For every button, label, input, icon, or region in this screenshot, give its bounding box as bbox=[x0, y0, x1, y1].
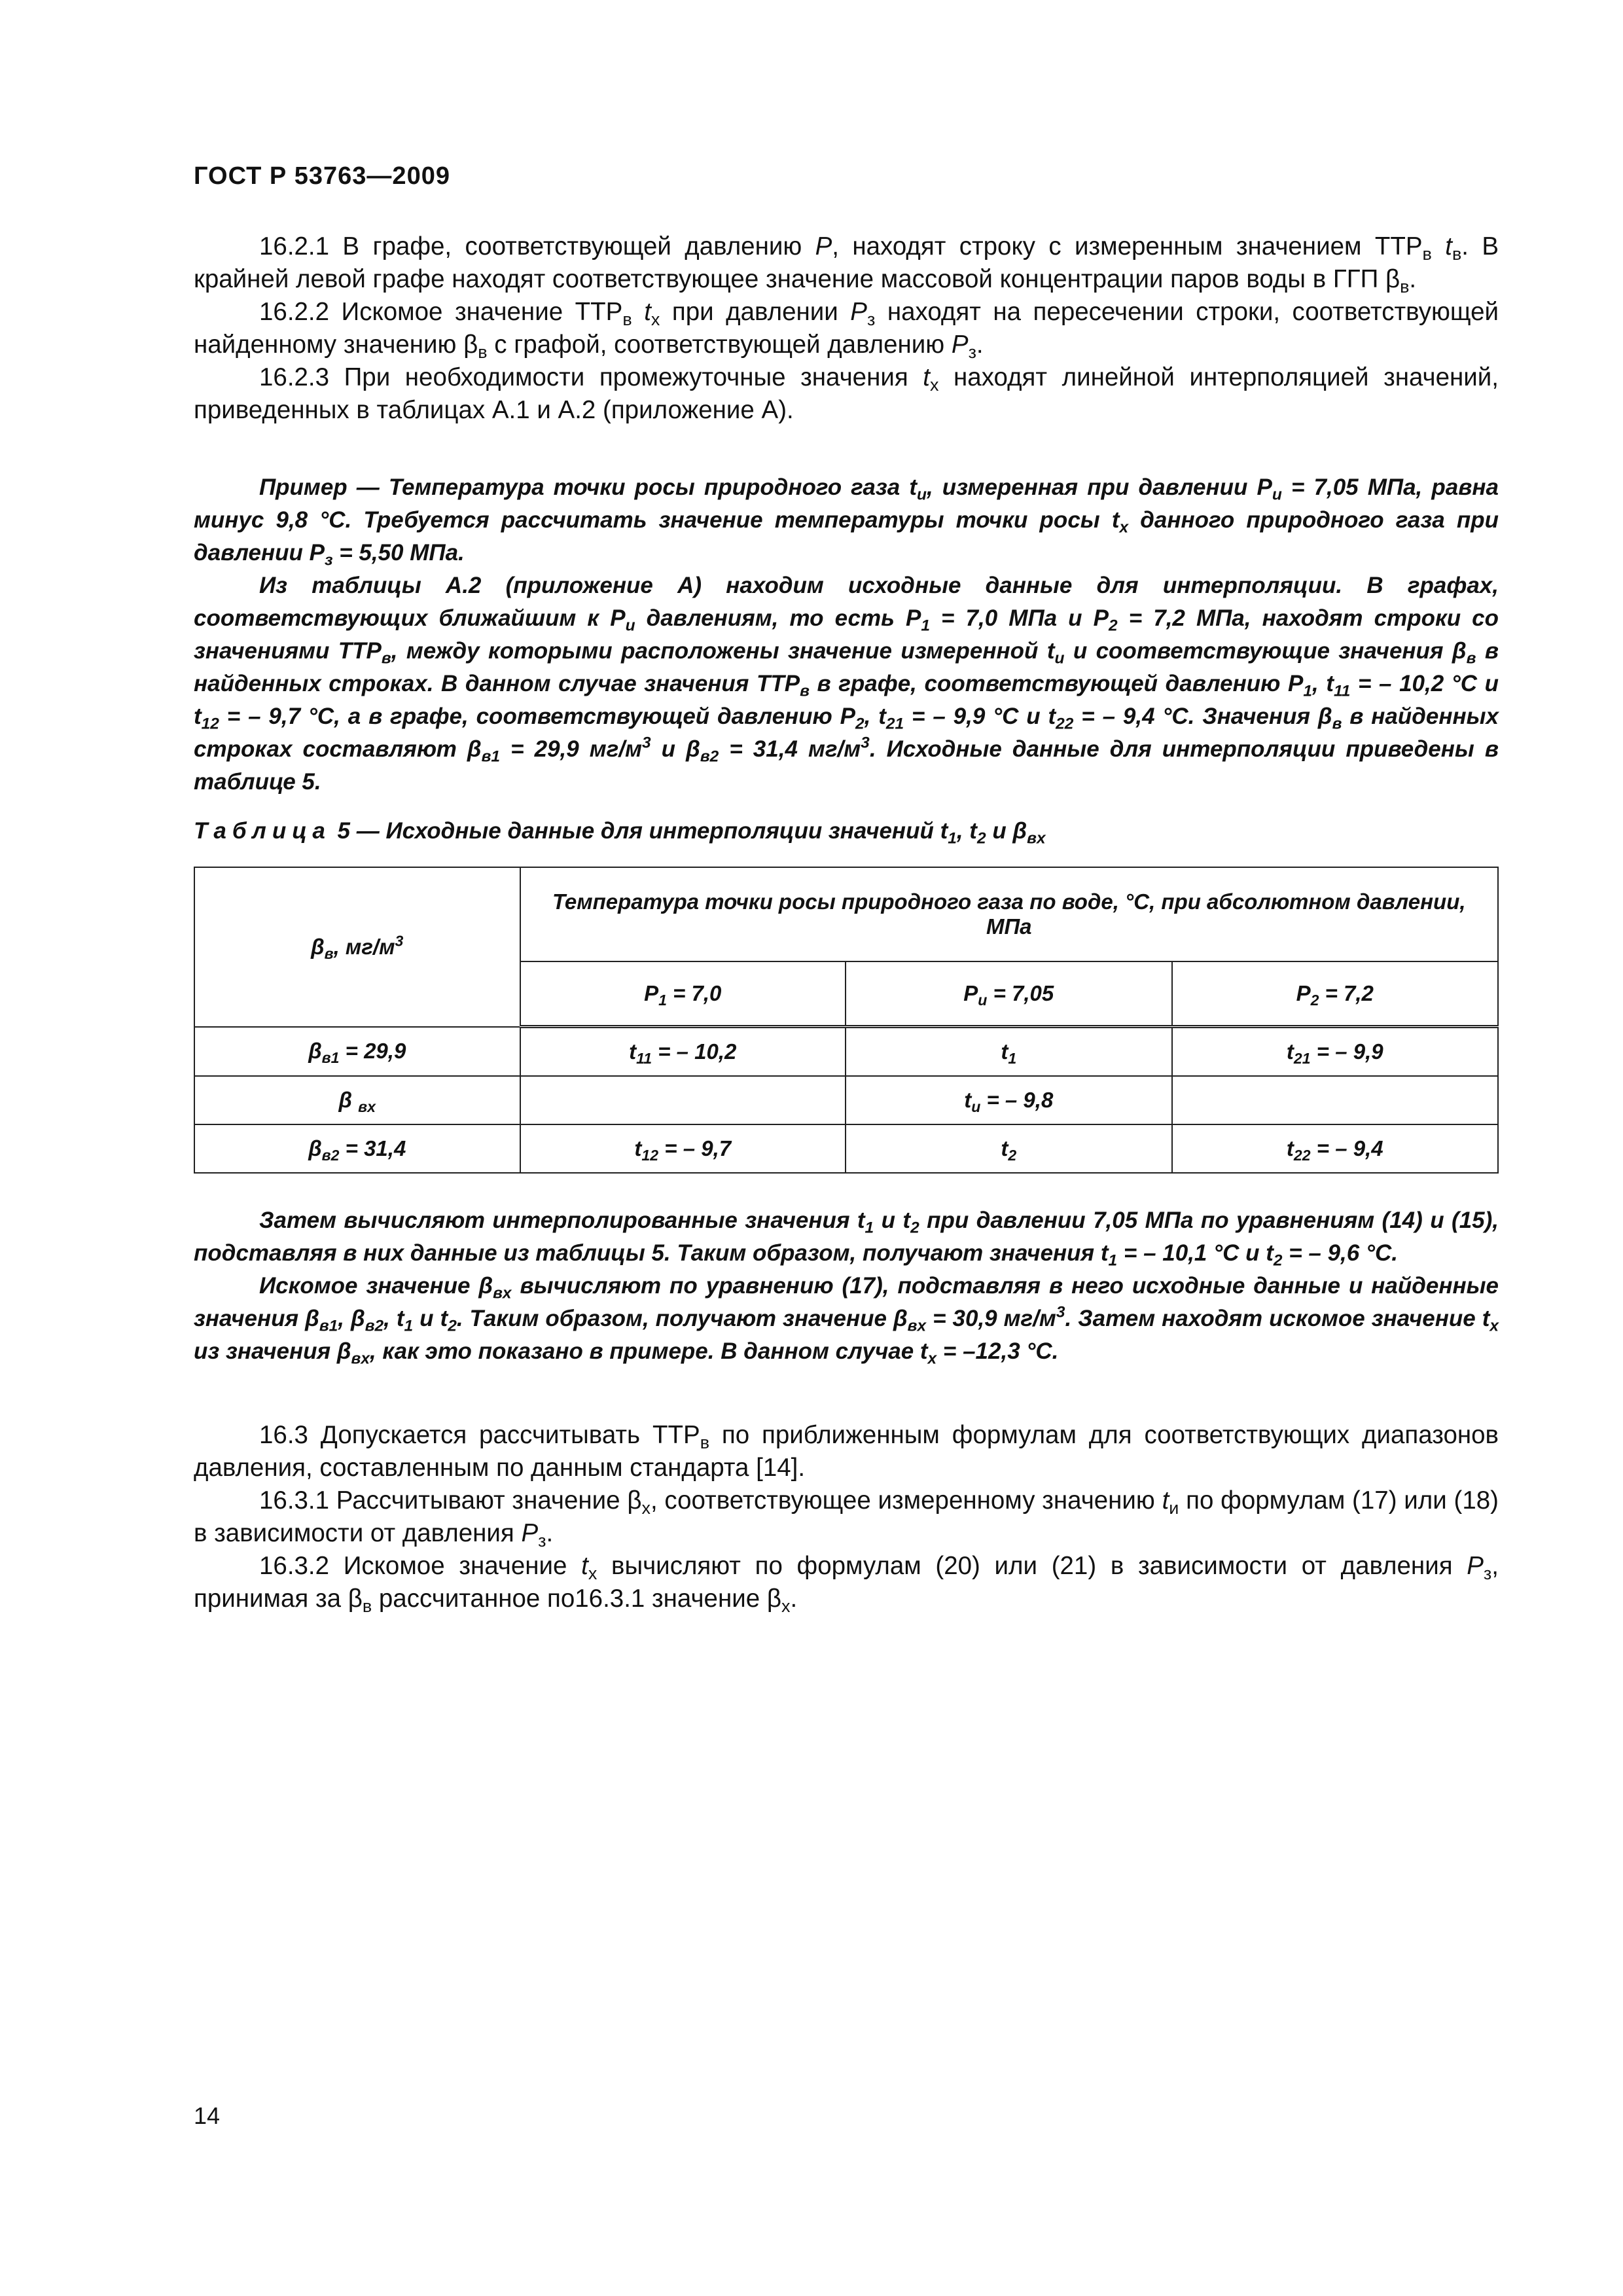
paragraph-16-3-2: 16.3.2 Искомое значение $t_x$ вычисляют по формулам (20) или (21) в зависимости от давления $P_з$, принимая за $\beta_в$ рассчитанное по16.3.1 значение $\beta_x$. bbox=[194, 1552, 1499, 1617]
interpolation-paragraph-1: Затем вычисляют интерполированные значения $t_1$ и $t_2$ при давлении 7,05 МПа по уравнениям (14) и (15), подставляя в них данные из таблицы 5. Таким образом, получают значения $t_1$ = – 10,1 °С и $t_2$ = – 9,6 °С. bbox=[194, 1208, 1499, 1270]
table-5 bbox=[194, 867, 1499, 1174]
page-number: 14 bbox=[194, 2102, 221, 2129]
section-16-2 bbox=[194, 230, 1499, 427]
paragraph-16-2-2: 16.2.2 Искомое значение $ТТР_в$ $t_x$ при давлении $P_з$ находят на пересечении строки, соответствующей найденному значению $\beta_в$ с графой, соответствующей давлению $P_з$. bbox=[194, 298, 1499, 363]
paragraph-16-2-3: 16.2.3 При необходимости промежуточные значения $t_x$ находят линейной интерполяцией значений, приведенных в таблицах А.1 и А.2 (приложение А). bbox=[194, 363, 1499, 424]
table-cell: $t_{11}$ = – 10,2 bbox=[520, 1027, 846, 1077]
table-cell: $t_{22}$ = – 9,4 bbox=[1172, 1124, 1499, 1173]
paragraph-16-3-1: 16.3.1 Рассчитывают значение $\beta_x$, соответствующее измеренному значению $t_и$ по формулам (17) или (18) в зависимости от давления $P_з$. bbox=[194, 1486, 1499, 1551]
table-row bbox=[194, 1124, 1498, 1173]
document-header: ГОСТ Р 53763—2009 bbox=[194, 162, 450, 190]
sub-header-p1: $P_1 = 7,0$ bbox=[520, 961, 846, 1027]
column-header-beta: $\beta_в$, $мг/м^3$ bbox=[194, 867, 520, 1027]
table-cell: β $_{вх}$ bbox=[194, 1076, 520, 1124]
example-paragraph-2: Из таблицы А.2 (приложение А) находим исходные данные для интерполяции. В графах, соответствующих ближайшим к $P_u$ давлениям, то есть $P_1 = 7,0$ МПа и $P_2 = 7,2$ МПа, находят строки со значениями $ТТР_в$, между которыми расположены значение измеренной $t_u$ и соответствующие значения $\beta_в$ в найденных строках. В данном случае значения $ТТР_в$ в графе, соответствующей давлению $P_1$, $t_{11}$ = – 10,2 °С и $t_{12}$ = – 9,7 °С, а в графе, соответствующей давлению $P_2$, $t_{21}$ = – 9,9 °С и $t_{22}$ = – 9,4 °С. Значения $\beta_в$ в найденных строках составляют $\beta_{в1} = 29,9$ $мг/м^3$ и $\beta_{в2} = 31,4$ $мг/м^3$. Исходные данные для интерполяции приведены в таблице 5. bbox=[194, 573, 1499, 795]
interpolation-block bbox=[194, 1204, 1499, 1368]
paragraph-16-2-1: 16.2.1 В графе, соответствующей давлению P, находят строку с измеренным значением $ТТР_в$ $t_в$. В крайней левой графе находят соответствующее значение массовой концентрации паров воды в ГГП $\beta_в$. bbox=[194, 232, 1499, 297]
section-16-3 bbox=[194, 1419, 1499, 1615]
table-cell: $t_2$ bbox=[846, 1124, 1172, 1173]
interpolation-paragraph-2: Искомое значение $\beta_{вх}$ вычисляют по уравнению (17), подставляя в него исходные данные и найденные значения $\beta_{в1}$, $\beta_{в2}$, $t_1$ и $t_2$. Таким образом, получают значение $\beta_{вх} = 30,9$ $мг/м^3$. Затем находят искомое значение $t_x$ из значения $\beta_{вх}$, как это показано в примере. В данном случае $t_x = -12,3$ °С. bbox=[194, 1273, 1499, 1368]
table-cell: $t_1$ bbox=[846, 1027, 1172, 1077]
table-cell bbox=[520, 1076, 846, 1124]
table-cell: $\beta_{в2} = 31,4$ bbox=[194, 1124, 520, 1173]
sub-header-p2: $P_2 = 7,2$ bbox=[1172, 961, 1499, 1027]
table-cell: $t_u$ = – 9,8 bbox=[846, 1076, 1172, 1124]
table-cell: $t_{12}$ = – 9,7 bbox=[520, 1124, 846, 1173]
table-row bbox=[194, 1027, 1498, 1077]
table-caption: Таблица 5 — Исходные данные для интерполяции значений $t_1$, $t_2$ и $\beta_{вх}$ bbox=[194, 818, 1046, 848]
table-row bbox=[194, 1076, 1498, 1124]
table-cell: $t_{21}$ = – 9,9 bbox=[1172, 1027, 1499, 1077]
table-cell: $\beta_{в1} = 29,9$ bbox=[194, 1027, 520, 1077]
table-cell bbox=[1172, 1076, 1499, 1124]
column-group-header: Температура точки росы природного газа по воде, °С, при абсолютном давлении, МПа bbox=[520, 867, 1499, 961]
example-block bbox=[194, 471, 1499, 798]
sub-header-pu: $P_u = 7,05$ bbox=[846, 961, 1172, 1027]
paragraph-16-3: 16.3 Допускается рассчитывать $ТТР_в$ по приближенным формулам для соответствующих диапазонов давления, составленным по данным стандарта [14]. bbox=[194, 1421, 1499, 1482]
example-paragraph-1: Пример — Температура точки росы природного газа $t_u$, измеренная при давлении $P_u = 7,05$ МПа, равна минус 9,8 °С. Требуется рассчитать значение температуры точки росы $t_x$ данного природного газа при давлении $P_з = 5,50$ МПа. bbox=[194, 475, 1499, 569]
